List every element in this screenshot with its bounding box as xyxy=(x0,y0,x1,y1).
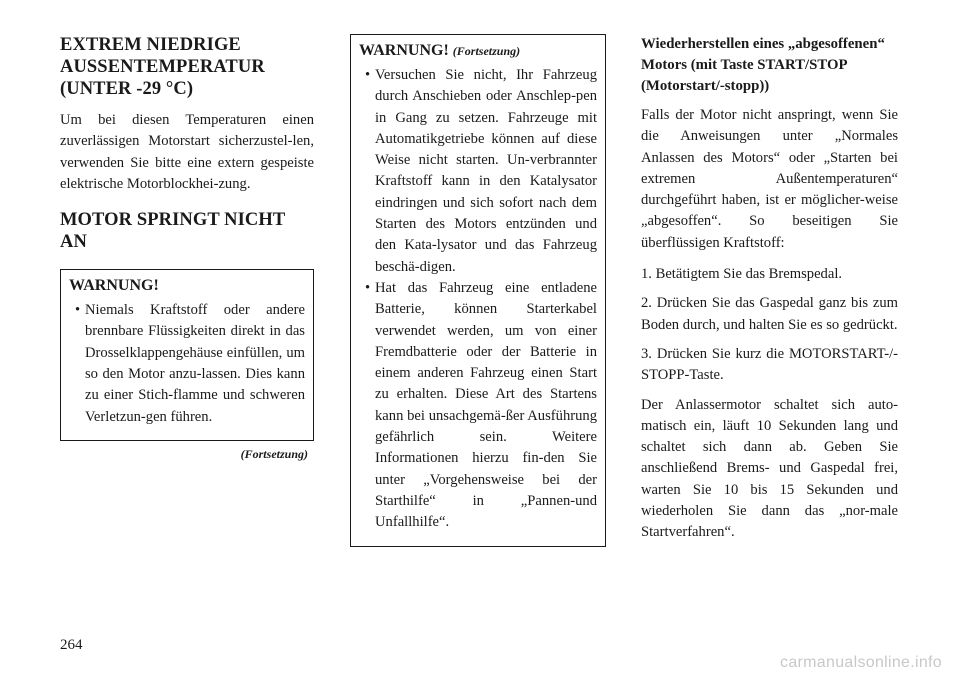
page-number: 264 xyxy=(60,637,83,653)
bullet-icon: • xyxy=(365,279,371,296)
bullet-icon: • xyxy=(365,67,371,83)
warning-item-text: Niemals Kraftstoff oder andere brennbare Flüssigkeiten direkt in das Drosselklappengehäuse einfüllen, um so den Motor anzu-lassen. Dies kann zu einer Stich-flamme und schweren Verletzun-gen führen. xyxy=(85,302,305,425)
paragraph-starter-motor: Der Anlassermotor schaltet sich auto-matisch ein, läuft 10 Sekunden lang und schaltet sich dann ab. Geben Sie anschließend Brems- und Gaspedal frei, warten Sie 10 bis 15 Sekunden und wiederholen Sie dann das „nor-male Startverfahren“. xyxy=(641,396,898,541)
continued-label: (Fortsetzung) xyxy=(240,446,308,461)
warning-item-fuel xyxy=(69,300,305,428)
bullet-icon: • xyxy=(75,302,81,319)
paragraph-engine-block-heater: Um bei diesen Temperaturen einen zuverlässigen Motorstart sicherzustel-len, verwenden Sie bitte eine extern gespeiste elektrische Motorblockhei-zung. xyxy=(60,112,314,192)
left-column xyxy=(60,34,314,462)
middle-column xyxy=(350,34,606,547)
warning-list xyxy=(69,300,305,428)
step-2: 2. Drücken Sie das Gaspedal ganz bis zum Boden durch, und halten Sie es so gedrückt. xyxy=(641,295,898,333)
paragraph-flooded-engine: Falls der Motor nicht anspringt, wenn Sie die Anweisungen unter „Normales Anlassen des Motors“ oder „Starten bei extremen Außentemperaturen“ durchgeführt haben, ist er möglicher-weise „abgesoffen“. So beseitigen Sie überflüssigen Kraftstoff: xyxy=(641,107,898,251)
warning-list-continued xyxy=(359,65,597,534)
warning-box-fuel xyxy=(60,269,314,441)
warning-item-jump-start xyxy=(359,278,597,534)
section-heading-extreme-cold: EXTREM NIEDRIGE AUSSENTEMPERATUR (UNTER -29 °C) xyxy=(60,35,265,99)
warning-title-text: WARNUNG! xyxy=(359,42,449,59)
warning-item-text: Hat das Fahrzeug eine entladene Batterie, können Starterkabel verwendet werden, um von einer Fremdbatterie oder der Batterie in einem anderen Fahrzeug einen Start zu erhalten. Diese Art des Startens kann bei unsachgemä-ßer Ausführung gefährlich sein. Weitere Informationen hierzu fin-den Sie unter „Vorgehensweise bei der Starthilfe“ in „Pannen-und Unfallhilfe“. xyxy=(375,279,597,531)
warning-item-text: Versuchen Sie nicht, Ihr Fahrzeug durch Anschieben oder Anschlep-pen in Gang zu setzen. Fahrzeuge mit Automatikgetriebe können auf diese Weise nicht starten. Un-verbrannter Kraftstoff kann in den Katalysator eindringen und sich sofort nach dem Starten des Motors entzünden und den Kata-lysator und das Fahrzeug beschä-digen. xyxy=(375,67,597,275)
warning-item-push-start xyxy=(359,65,597,278)
section-heading-engine-fails-to-start: MOTOR SPRINGT NICHT AN xyxy=(60,210,285,253)
step-3: 3. Drücken Sie kurz die MOTORSTART-/-STOPP-Taste. xyxy=(641,345,898,384)
warning-title-continued xyxy=(359,41,597,61)
warning-continued-label: (Fortsetzung) xyxy=(452,44,521,58)
step-1: 1. Betätigtem Sie das Bremspedal. xyxy=(641,266,843,283)
watermark: carmanualsonline.info xyxy=(780,654,942,671)
subheading-flooded-engine: Wiederherstellen eines „abgesoffenen“ Motors (mit Taste START/STOP (Motorstart/-stopp)) xyxy=(641,36,885,94)
warning-box-continued xyxy=(350,34,606,547)
warning-title: WARNUNG! xyxy=(69,277,159,295)
right-column xyxy=(641,34,898,554)
